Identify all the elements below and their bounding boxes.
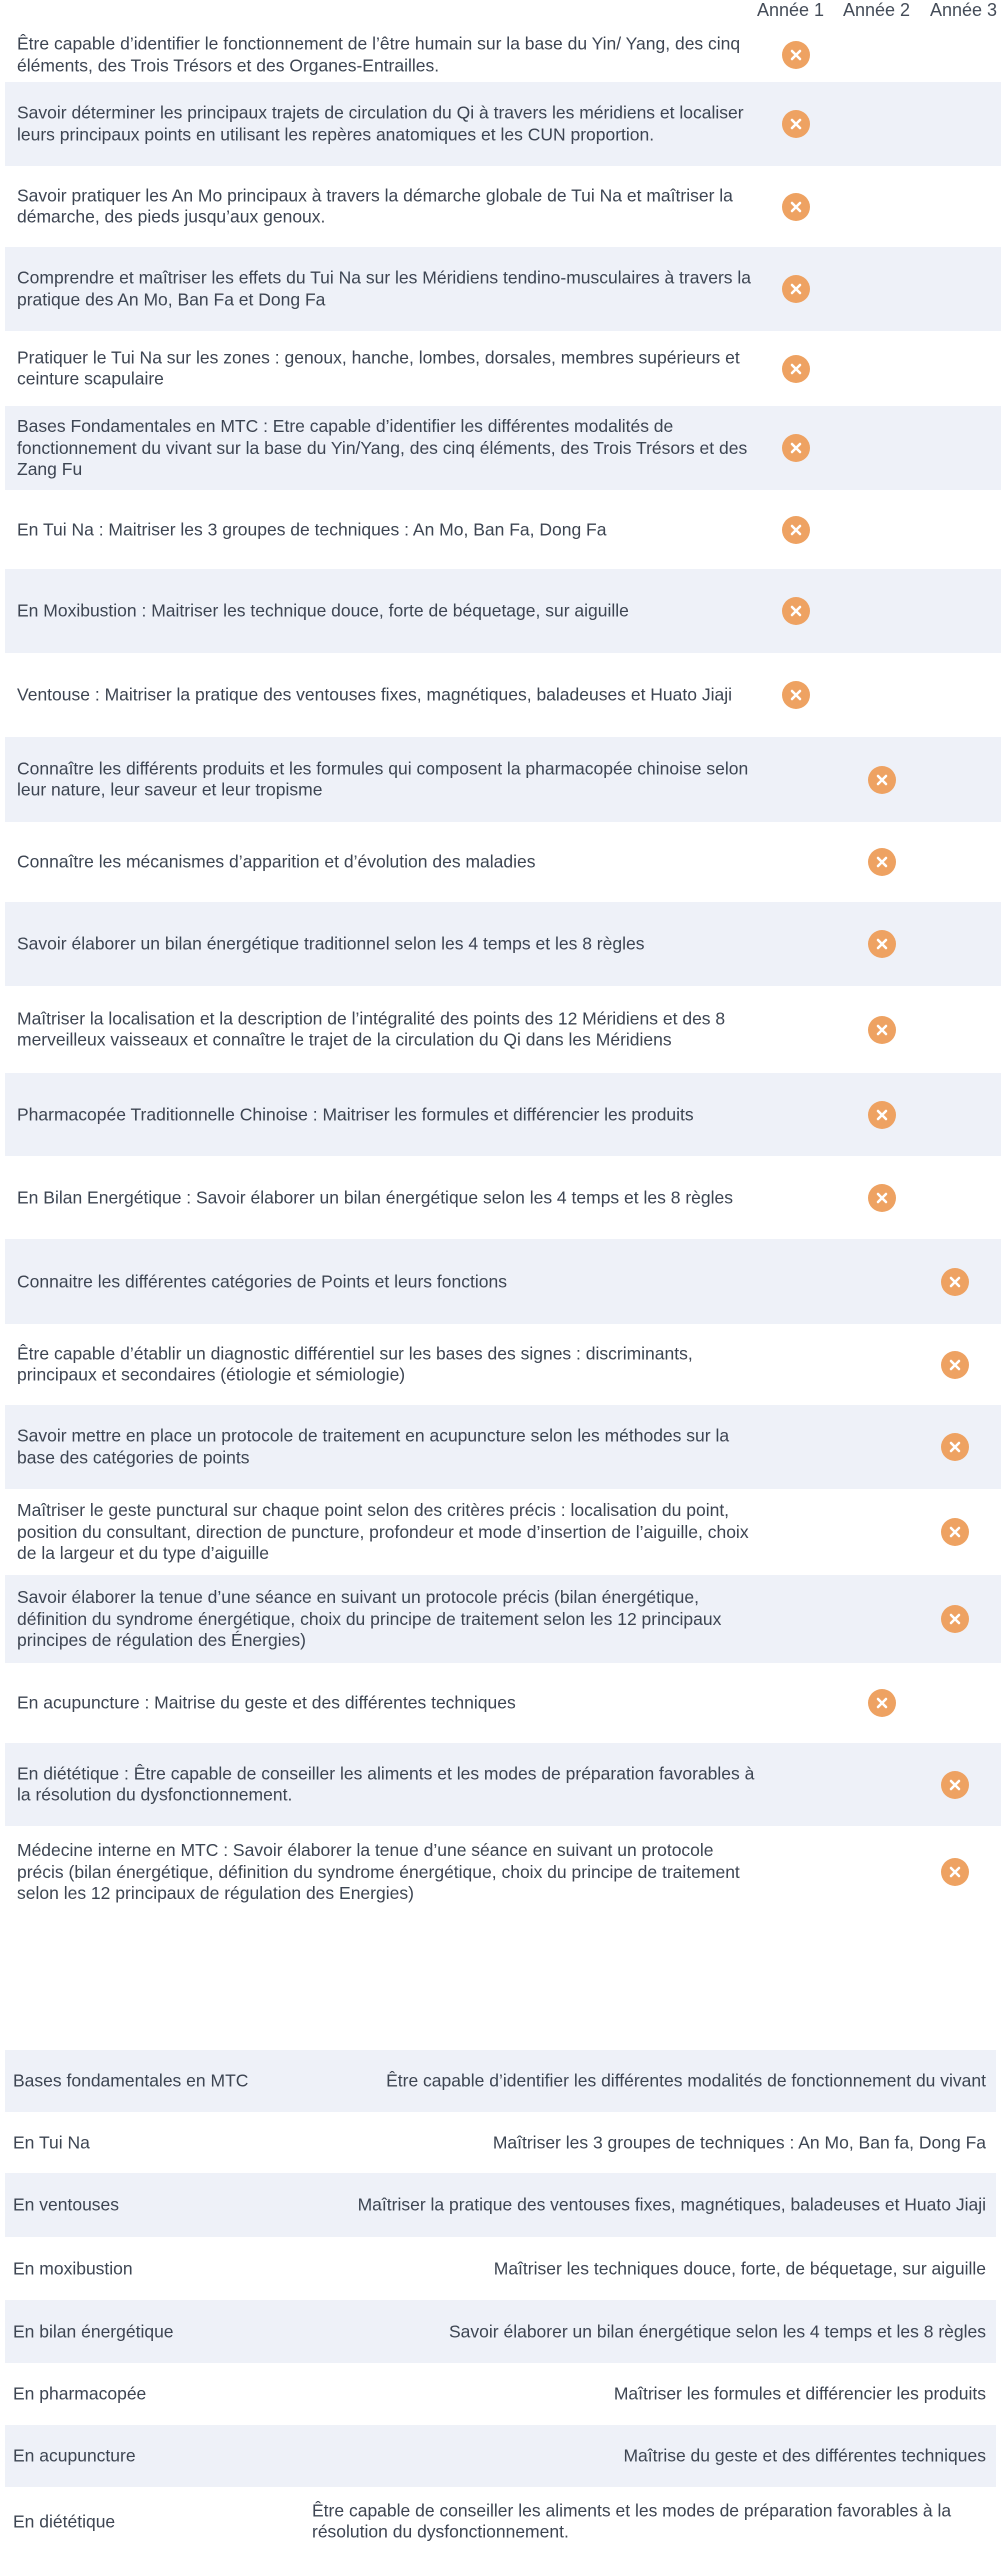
competency-row — [5, 902, 1001, 986]
summary-skill: Être capable d’identifier les différentes modalités de fonctionnement du vivant — [386, 2070, 986, 2091]
competency-text: Connaître les mécanismes d’apparition et d’évolution des maladies — [17, 851, 536, 872]
summary-table — [5, 2050, 996, 2556]
competency-text: En Bilan Energétique : Savoir élaborer un bilan énergétique selon les 4 temps et les 8 règles — [17, 1186, 733, 1207]
competency-text: En diététique : Être capable de conseiller les aliments et les modes de préparation favorables à la résolution du dysfonctionnement. — [17, 1763, 755, 1805]
x-glyph — [789, 362, 803, 376]
competency-row — [5, 1073, 1001, 1156]
x-circle-icon — [782, 681, 810, 709]
summary-row — [5, 2487, 996, 2556]
x-glyph — [875, 937, 889, 951]
competency-text: Bases Fondamentales en MTC : Etre capable d’identifier les différentes modalités de fonctionnement du vivant sur la base du Yin/Yang, des cinq éléments, des Trois Trésors et des Zang Fu — [17, 415, 748, 479]
summary-skill: Maîtriser la pratique des ventouses fixes, magnétiques, baladeuses et Huato Jiaji — [357, 2194, 986, 2215]
x-circle-icon — [782, 275, 810, 303]
x-glyph — [948, 1525, 962, 1539]
x-glyph — [789, 441, 803, 455]
competency-text: En Tui Na : Maitriser les 3 groupes de techniques : An Mo, Ban Fa, Dong Fa — [17, 518, 607, 539]
summary-row — [5, 2112, 996, 2173]
summary-skill: Maîtriser les techniques douce, forte, de béquetage, sur aiguille — [493, 2257, 986, 2278]
year-3-header: Année 3 — [930, 0, 998, 20]
competency-row — [5, 331, 1001, 406]
x-glyph — [789, 282, 803, 296]
summary-domain: En Tui Na — [13, 2132, 90, 2152]
summary-skill: Maîtrise du geste et des différentes techniques — [623, 2445, 986, 2466]
competency-row — [5, 1324, 1001, 1405]
summary-row — [5, 2237, 996, 2300]
summary-skill: Maîtriser les formules et différencier les produits — [613, 2383, 986, 2404]
summary-row — [5, 2300, 996, 2363]
x-circle-icon — [782, 516, 810, 544]
competency-table — [5, 28, 1001, 1918]
summary-domain: En ventouses — [13, 2194, 120, 2215]
competency-row — [5, 1405, 1001, 1489]
x-glyph — [789, 688, 803, 702]
x-circle-icon — [941, 1351, 969, 1379]
x-circle-icon — [782, 193, 810, 221]
x-glyph — [875, 855, 889, 869]
competency-text: En Moxibustion : Maitriser les technique douce, forte de béquetage, sur aiguille — [17, 600, 629, 621]
competency-text: Savoir élaborer la tenue d’une séance en suivant un protocole précis (bilan énergétique, définition du syndrome énergétique, choix du principe de traitement selon les 12 principaux principes de régulation des Énergies) — [17, 1586, 722, 1650]
x-circle-icon — [868, 1689, 896, 1717]
competency-row — [5, 737, 1001, 822]
competency-row — [5, 822, 1001, 902]
competency-row — [5, 1743, 1001, 1826]
competency-text: Comprendre et maîtriser les effets du Tui Na sur les Méridiens tendino-musculaires à travers la pratique des An Mo, Ban Fa et Dong Fa — [17, 267, 752, 309]
x-glyph — [948, 1358, 962, 1372]
competency-row — [5, 1663, 1001, 1743]
summary-domain: En diététique — [13, 2511, 116, 2531]
x-circle-icon — [868, 1101, 896, 1129]
competency-text: Être capable d’établir un diagnostic différentiel sur les bases des signes : discriminants, principaux et secondaires (étiologie et sémiologie) — [17, 1343, 693, 1385]
competency-text: Savoir élaborer un bilan énergétique traditionnel selon les 4 temps et les 8 règles — [17, 933, 645, 954]
summary-row — [5, 2173, 996, 2237]
summary-domain: En bilan énergétique — [13, 2321, 174, 2341]
x-glyph — [948, 1778, 962, 1792]
x-glyph — [875, 1191, 889, 1205]
x-glyph — [948, 1440, 962, 1454]
summary-row — [5, 2425, 996, 2487]
competency-row — [5, 1575, 1001, 1663]
summary-row — [5, 2050, 996, 2112]
competency-row — [5, 82, 1001, 166]
x-circle-icon — [868, 930, 896, 958]
competency-text: Ventouse : Maitriser la pratique des ventouses fixes, magnétiques, baladeuses et Huato Jiaji — [17, 684, 732, 705]
x-circle-icon — [868, 1184, 896, 1212]
competency-row — [5, 1239, 1001, 1324]
competency-text: Maîtriser le geste punctural sur chaque point selon des critères précis : localisation du point, position du consultant, direction de puncture, profondeur et mode d’insertion de l’aiguille, choix de la largeur et du type d’aiguille — [17, 1499, 749, 1563]
competency-text: Être capable d’identifier le fonctionnement de l’être humain sur la base du Yin/ Yang, des cinq éléments, des Trois Trésors et des Organes-Entrailles. — [17, 33, 741, 75]
competency-text: Maîtriser la localisation et la description de l’intégralité des points des 12 Méridiens et des 8 merveilleux vaisseaux et connaître le trajet de la circulation du Qi dans les Méridiens — [17, 1008, 726, 1050]
competency-text: Pharmacopée Traditionnelle Chinoise : Maitriser les formules et différencier les produits — [17, 1103, 694, 1124]
x-circle-icon — [941, 1518, 969, 1546]
x-glyph — [875, 1108, 889, 1122]
competency-text: Pratiquer le Tui Na sur les zones : genoux, hanche, lombes, dorsales, membres supérieurs et ceinture scapulaire — [17, 347, 740, 389]
competency-text: Connaitre les différentes catégories de Points et leurs fonctions — [17, 1270, 507, 1291]
competency-text: Savoir pratiquer les An Mo principaux à travers la démarche globale de Tui Na et maîtriser la démarche, des pieds jusqu’aux genoux. — [17, 185, 733, 227]
competency-text: Connaître les différents produits et les formules qui composent la pharmacopée chinoise selon leur nature, leur saveur et leur tropisme — [17, 758, 749, 800]
x-circle-icon — [782, 41, 810, 69]
x-glyph — [948, 1865, 962, 1879]
x-circle-icon — [782, 355, 810, 383]
x-circle-icon — [941, 1858, 969, 1886]
x-glyph — [875, 1023, 889, 1037]
competency-text: Savoir déterminer les principaux trajets de circulation du Qi à travers les méridiens et localiser leurs principaux points en utilisant les repères anatomiques et les CUN proportion. — [17, 102, 744, 144]
summary-skill: Maîtriser les 3 groupes de techniques : An Mo, Ban fa, Dong Fa — [492, 2131, 986, 2152]
year-headers — [745, 0, 1005, 22]
competency-text: En acupuncture : Maitrise du geste et des différentes techniques — [17, 1692, 516, 1713]
x-glyph — [875, 1696, 889, 1710]
x-circle-icon — [941, 1268, 969, 1296]
x-circle-icon — [868, 848, 896, 876]
x-glyph — [948, 1612, 962, 1626]
competency-row — [5, 166, 1001, 247]
competency-row — [5, 1489, 1001, 1575]
x-circle-icon — [868, 766, 896, 794]
summary-domain: En moxibustion — [13, 2258, 133, 2278]
x-glyph — [789, 604, 803, 618]
x-glyph — [875, 773, 889, 787]
summary-row — [5, 2363, 996, 2425]
competency-row — [5, 569, 1001, 653]
x-glyph — [789, 200, 803, 214]
competency-row — [5, 247, 1001, 331]
year-1-header: Année 1 — [757, 0, 825, 20]
summary-domain: En pharmacopée — [13, 2383, 147, 2404]
x-glyph — [789, 48, 803, 62]
competency-text: Médecine interne en MTC : Savoir élaborer la tenue d’une séance en suivant un protocole précis (bilan énergétique, définition du syndrome énergétique, choix du principe de traitement selon les 12 principaux de régulation des Energies) — [17, 1839, 740, 1903]
x-circle-icon — [782, 110, 810, 138]
competency-row — [5, 1156, 1001, 1239]
x-glyph — [789, 117, 803, 131]
summary-skill: Être capable de conseiller les aliments et les modes de préparation favorables à la résolution du dysfonctionnement. — [312, 2500, 952, 2542]
competency-row — [5, 653, 1001, 737]
competency-row — [5, 28, 1001, 82]
x-glyph — [948, 1275, 962, 1289]
x-glyph — [789, 523, 803, 537]
x-circle-icon — [941, 1433, 969, 1461]
x-circle-icon — [941, 1771, 969, 1799]
x-circle-icon — [868, 1016, 896, 1044]
competency-row — [5, 1826, 1001, 1918]
summary-domain: Bases fondamentales en MTC — [13, 2070, 249, 2091]
x-circle-icon — [941, 1605, 969, 1633]
year-2-header: Année 2 — [843, 0, 911, 20]
competency-row — [5, 490, 1001, 569]
summary-skill: Savoir élaborer un bilan énergétique selon les 4 temps et les 8 règles — [449, 2320, 986, 2341]
summary-domain: En acupuncture — [13, 2445, 136, 2466]
competency-text: Savoir mettre en place un protocole de traitement en acupuncture selon les méthodes sur la base des catégories de points — [17, 1425, 730, 1467]
x-circle-icon — [782, 434, 810, 462]
competency-row — [5, 406, 1001, 490]
competency-row — [5, 986, 1001, 1073]
x-circle-icon — [782, 597, 810, 625]
